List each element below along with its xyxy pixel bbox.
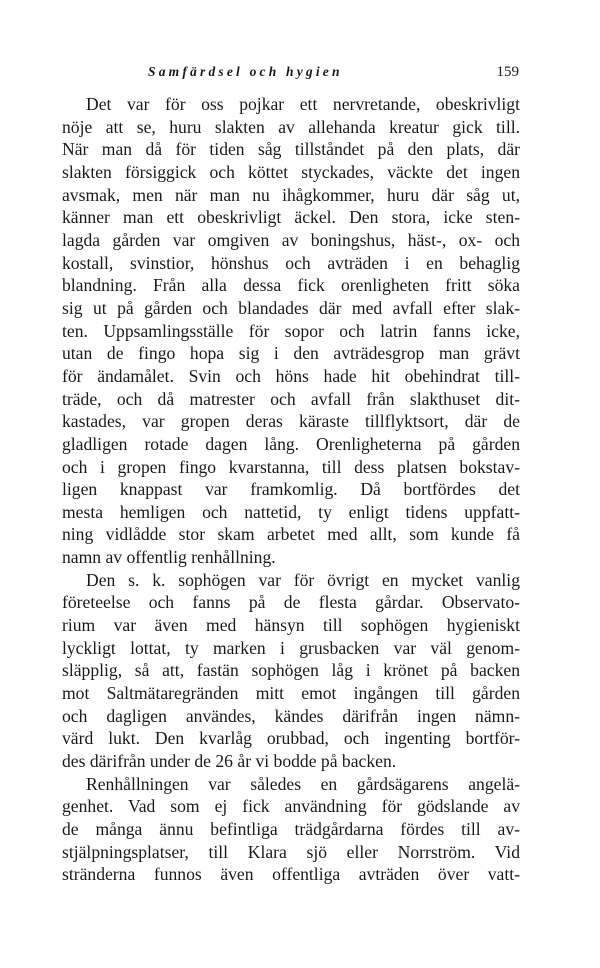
text-line: Renhållningen var således en gårdsägarens angelä- [86,773,520,794]
text-line: Det var för oss pojkar ett nervretande, obeskrivligt [86,94,520,114]
text-line: blandning. Från alla dessa fick orenligheten fritt söka [62,275,520,296]
text-line: utan de fingo hopa sig i den avträdesgrop man grävt [62,343,520,364]
text-line: och i gropen fingo kvarstanna, till dess platsen bokstav- [62,456,520,477]
text-line: rium var även med hänsyn till sophögen hygieniskt [62,615,520,636]
text-line: sig ut på gården och blandades där med avfall efter slak- [62,297,520,318]
text-line: När man då för tiden såg tillståndet på den plats, där [62,139,520,160]
text-line: för ändamålet. Svin och höns hade hit obehindrat till- [62,365,520,386]
text-line: lyckligt lottat, ty marken i grusbacken var väl genom- [62,637,520,658]
page-number: 159 [496,64,519,80]
text-line: och dagligen användes, kändes därifrån ingen nämn- [62,705,520,726]
body-text [62,93,520,886]
text-line: mot Saltmätaregränden mitt emot ingången till gården [62,683,520,704]
text-line: gladligen rotade dagen lång. Orenligheterna på gården [62,433,520,454]
text-line: des därifrån under de 26 år vi bodde på backen. [62,751,397,772]
running-head [64,64,519,86]
text-line: nöje att se, huru slakten av allehanda kreatur gick till. [62,116,520,137]
text-line: kastades, var gropen deras käraste tillflyktsort, där de [62,411,520,432]
text-line: värd lukt. Den kvarlåg orubbad, och ingenting bortför- [62,728,520,749]
text-line: de många ännu befintliga trädgårdarna fördes till av- [62,819,520,839]
text-line: mesta hemligen och nattetid, ty enligt tidens uppfatt- [62,501,520,522]
text-line: Den s. k. sophögen var för övrigt en mycket vanlig [86,569,520,590]
text-line: släpplig, så att, fastän sophögen låg i krönet på backen [62,660,520,681]
text-line: träde, och då matrester och avfall från slakthuset dit- [62,388,520,409]
text-line: slakten försiggick och köttet styckades, väckte det ingen [62,161,520,182]
text-line: genhet. Vad som ej fick användning för gödslande av [62,796,520,817]
text-line: ten. Uppsamlingsställe för sopor och latrin fanns icke, [62,320,520,341]
text-line: lagda gården var omgiven av boningshus, häst-, ox- och [62,229,520,250]
text-line: ligen knappast var framkomlig. Då bortfördes det [62,479,520,500]
running-title: Samfärdsel och hygien [148,64,343,79]
text-line: avsmak, men när man nu ihågkommer, huru där såg ut, [62,184,520,205]
text-line: stjälpningsplatser, till Klara sjö eller Norrström. Vid [62,841,520,862]
text-line: kostall, svinstior, hönshus och avträden i en behaglig [62,252,520,273]
text-line: stränderna funnos även offentliga avträden över vatt- [62,864,520,885]
text-line: företeelse och fanns på de flesta gårdar. Observato- [62,592,520,613]
text-line: känner man ett obeskrivligt äckel. Den stora, icke sten- [62,207,520,228]
text-line: ning vidlådde stor skam arbetet med allt, som kunde få [62,524,520,545]
text-line: namn av offentlig renhållning. [62,547,276,568]
